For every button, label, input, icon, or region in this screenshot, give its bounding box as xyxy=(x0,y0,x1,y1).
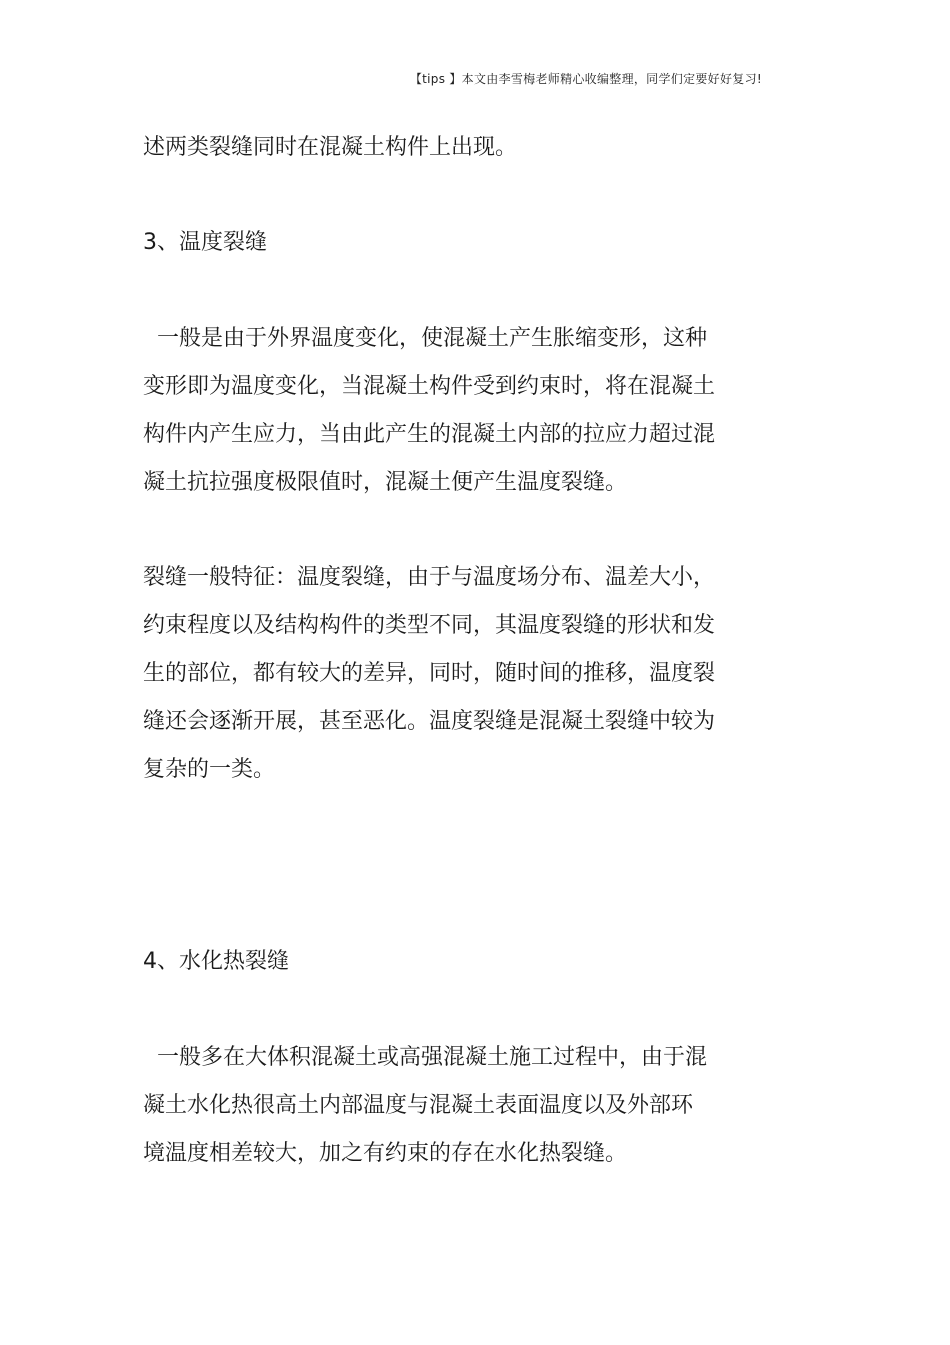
paragraph-line: 约束程度以及结构构件的类型不同，其温度裂缝的形状和发 xyxy=(143,613,716,638)
paragraph-line: 一般多在大体积混凝土或高强混凝土施工过程中，由于混 xyxy=(143,1045,707,1070)
paragraph-line: 复杂的一类。 xyxy=(143,757,276,782)
paragraph-line: 生的部位，都有较大的差异，同时，随时间的推移，温度裂 xyxy=(143,661,716,686)
paragraph-line: 裂缝一般特征：温度裂缝，由于与温度场分布、温差大小， xyxy=(143,565,716,590)
paragraph-line: 变形即为温度变化，当混凝土构件受到约束时，将在混凝土 xyxy=(143,374,716,399)
header-tips: 【tips 】本文由李雪梅老师精心收编整理，同学们定要好好复习! xyxy=(409,72,762,86)
paragraph-line: 凝土抗拉强度极限值时，混凝土便产生温度裂缝。 xyxy=(143,470,628,495)
paragraph-line: 境温度相差较大，加之有约束的存在水化热裂缝。 xyxy=(143,1141,628,1166)
paragraph-line: 缝还会逐渐开展，甚至恶化。温度裂缝是混凝土裂缝中较为 xyxy=(143,709,716,734)
paragraph-line: 凝土水化热很高土内部温度与混凝土表面温度以及外部环 xyxy=(143,1093,694,1118)
intro-tail-line: 述两类裂缝同时在混凝土构件上出现。 xyxy=(143,135,518,160)
paragraph-line: 一般是由于外界温度变化，使混凝土产生胀缩变形，这种 xyxy=(143,326,707,351)
paragraph-line: 构件内产生应力，当由此产生的混凝土内部的拉应力超过混 xyxy=(143,422,716,447)
section4-heading: 4、水化热裂缝 xyxy=(143,949,289,974)
section3-heading: 3、温度裂缝 xyxy=(143,230,267,255)
